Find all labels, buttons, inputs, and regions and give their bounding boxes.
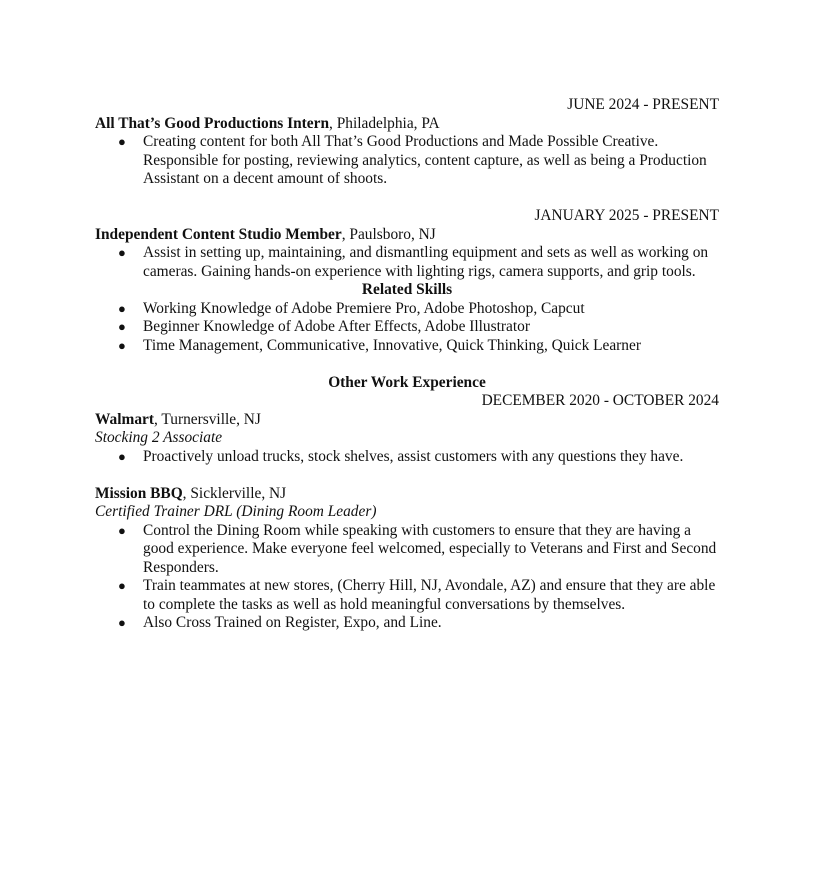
list-item: [95, 244, 719, 281]
list-item: [95, 300, 719, 319]
skill-text: Beginner Knowledge of Adobe After Effects, Adobe Illustrator: [143, 318, 530, 335]
job-dates: JANUARY 2025 - PRESENT: [534, 207, 719, 224]
list-item: [95, 133, 719, 189]
section-heading-other-work: Other Work Experience: [328, 373, 486, 391]
job-location: , Paulsboro, NJ: [341, 225, 436, 243]
bullet-text: Control the Dining Room while speaking with customers to ensure that they are having a good experience. Make everyone feel welcomed, especially to Veterans and First and Second Responders.: [143, 521, 717, 576]
job-bullets: [95, 244, 719, 281]
skill-text: Working Knowledge of Adobe Premiere Pro, Adobe Photoshop, Capcut: [143, 299, 585, 317]
bullet-icon: ●: [118, 448, 126, 464]
job-location: , Sicklerville, NJ: [182, 484, 287, 502]
job-role: Stocking 2 Associate: [95, 429, 223, 446]
bullet-icon: ●: [118, 578, 126, 593]
job-header: [95, 411, 719, 430]
bullet-icon: ●: [118, 300, 126, 316]
job-header: [95, 115, 719, 134]
job-location: , Turnersville, NJ: [153, 410, 261, 428]
skills-list: [95, 300, 719, 356]
job-header: [95, 226, 719, 245]
bullet-text: Creating content for both All That’s Good Productions and Made Possible Creative. Responsible for posting, reviewing analytics, content capture, as well as being a Production Assistant on a decent amount of shoots.: [143, 133, 707, 187]
job-bullets: [95, 522, 719, 633]
bullet-icon: ●: [118, 319, 126, 334]
skill-text: Time Management, Communicative, Innovative, Quick Thinking, Quick Learner: [143, 336, 641, 354]
bullet-icon: ●: [118, 245, 126, 260]
job-title: All That’s Good Productions Intern: [95, 114, 330, 132]
list-item: [95, 614, 719, 633]
bullet-text: Proactively unload trucks, stock shelves, assist customers with any questions they have.: [143, 447, 684, 465]
bullet-icon: ●: [118, 615, 126, 630]
job-bullets: [95, 448, 719, 467]
list-item: [95, 337, 719, 356]
bullet-text: Also Cross Trained on Register, Expo, and Line.: [143, 614, 442, 631]
job-role: Certified Trainer DRL (Dining Room Leader): [95, 503, 377, 520]
bullet-icon: ●: [118, 337, 126, 353]
job-bullets: [95, 133, 719, 189]
bullet-icon: ●: [118, 522, 126, 538]
list-item: [95, 577, 719, 614]
bullet-text: Train teammates at new stores, (Cherry Hill, NJ, Avondale, AZ) and ensure that they are able to complete the tasks as well as hold meaningful conversations by themselves.: [143, 577, 716, 613]
list-item: [95, 522, 719, 578]
job-dates: DECEMBER 2020 - OCTOBER 2024: [481, 392, 719, 409]
employer-name: Mission BBQ: [95, 484, 183, 502]
bullet-text: Assist in setting up, maintaining, and dismantling equipment and sets as well as working on cameras. Gaining hands-on experience with lighting rigs, camera supports, and grip tools.: [143, 244, 709, 280]
employer-name: Walmart: [95, 410, 154, 428]
job-dates: JUNE 2024 - PRESENT: [567, 96, 719, 113]
resume-page: [95, 96, 719, 633]
list-item: [95, 448, 719, 467]
section-heading-skills: Related Skills: [361, 281, 453, 298]
list-item: [95, 318, 719, 337]
job-header: [95, 485, 719, 504]
job-title: Independent Content Studio Member: [95, 225, 342, 243]
bullet-icon: ●: [118, 134, 126, 149]
job-location: , Philadelphia, PA: [329, 114, 440, 132]
